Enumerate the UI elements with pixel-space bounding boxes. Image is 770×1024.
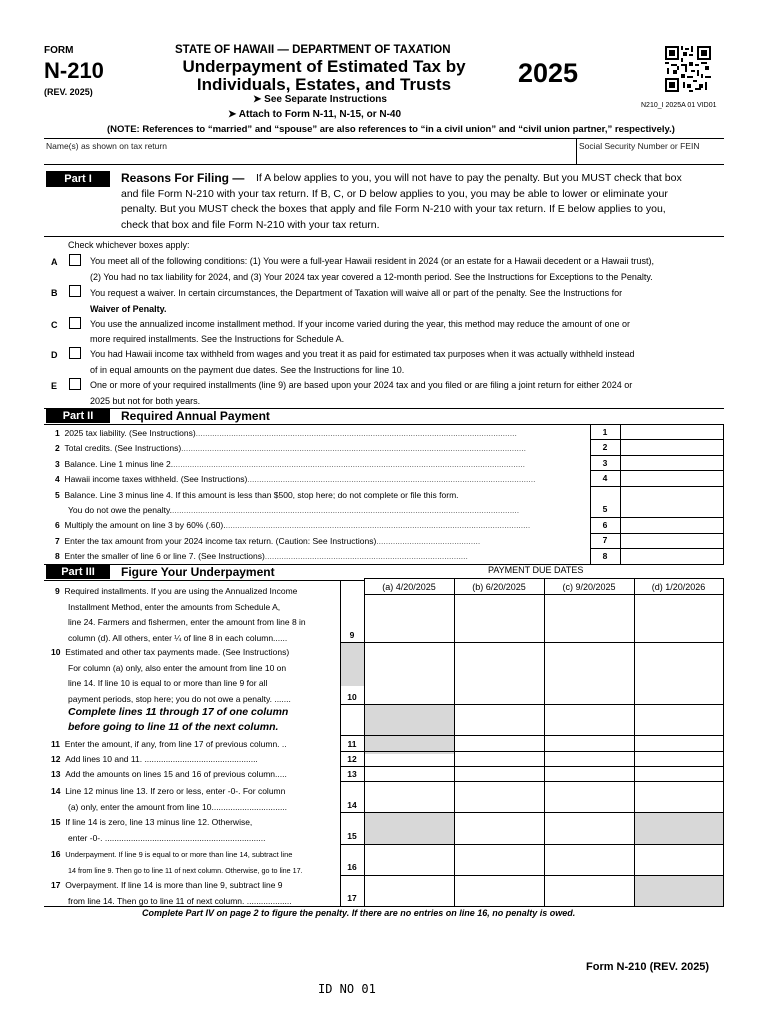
box-number: 5 [602, 504, 608, 514]
box-number: 15 [347, 831, 357, 841]
rule [723, 578, 724, 906]
box-b-letter: B [51, 288, 58, 298]
tax-year: 2025 [518, 58, 579, 88]
line-1-amount[interactable] [622, 425, 722, 438]
line-7: 7 Enter the tax amount from your 2024 income tax return. (Caution: See Instructions)............................................ [55, 536, 481, 546]
line-13: 13 Add the amounts on lines 15 and 16 of previous column..... [51, 769, 287, 779]
line-10-col-c[interactable] [546, 644, 633, 703]
line-6-amount[interactable] [622, 519, 722, 532]
rule [44, 580, 364, 581]
checkbox-d[interactable] [69, 347, 81, 359]
rule [590, 439, 724, 440]
name-field[interactable] [46, 151, 572, 163]
rule [454, 578, 455, 906]
box-number: 7 [602, 535, 608, 545]
rule [340, 766, 724, 767]
attach-instructions: ➤ Attach to Form N-11, N-15, or N-40 [228, 109, 402, 120]
part2-amount-grid [590, 424, 724, 564]
shaded-cell [341, 642, 364, 686]
rule [44, 138, 724, 139]
id-number: ID NO 01 [318, 982, 376, 996]
box-a-letter: A [51, 257, 58, 267]
box-d-letter: D [51, 350, 58, 360]
line-4-amount[interactable] [622, 472, 722, 485]
column-d-header: (d) 1/20/2026 [651, 582, 706, 592]
form-number: N-210 [44, 58, 104, 83]
rule [620, 424, 621, 564]
line-9-col-c[interactable] [546, 596, 633, 641]
line-10: 10 Estimated and other tax payments made. (See Instructions) For column (a) only, also enter the amount from line 10 on line 14. If line 10 is equal to or more than line 9 for all payment periods, stop here; you do not owe a penalty. ....... [51, 647, 291, 704]
agency-name: STATE OF HAWAII — DEPARTMENT OF TAXATION [175, 44, 451, 56]
rule [340, 875, 724, 876]
footer-form-rev: Form N-210 (REV. 2025) [586, 961, 710, 973]
rule [340, 704, 724, 705]
rule [590, 533, 724, 534]
checkbox-a[interactable] [69, 254, 81, 266]
checkbox-e[interactable] [69, 378, 81, 390]
shaded-cell [635, 812, 723, 845]
rule [634, 578, 635, 906]
shaded-cell [365, 704, 454, 754]
line-7-amount[interactable] [622, 535, 722, 547]
box-e-text: One or more of your required installments (line 9) are based upon your 2024 tax and you filed or are filing a joint return for either 2024 or [90, 380, 633, 390]
part1-intro: If A below applies to you, you will not have to pay the penalty. But you MUST check that box and file Form N-210 with your tax return. If B, C, or D below applies to you, you may be able to lower or eliminate your penalty. But you MUST check the boxes that apply and file Form N-210 with your tax return. If E below applies to you, check that box and file Form N-210 with your tax return. [121, 172, 682, 231]
rule [44, 236, 724, 237]
part1-tag: Part I [46, 171, 110, 187]
box-c-text: more required installments. See the Instructions for Schedule A. [90, 334, 345, 344]
line-5-amount[interactable] [622, 488, 722, 516]
rule [590, 486, 724, 487]
check-boxes-label: Check whichever boxes apply: [68, 240, 190, 250]
part2-tag: Part II [46, 409, 110, 423]
rule [544, 578, 545, 906]
ssn-field-label: Social Security Number or FEIN [579, 141, 700, 151]
box-number: 6 [602, 520, 608, 530]
rule [576, 138, 577, 164]
line-17: 17 Overpayment. If line 14 is more than line 9, subtract line 9 from line 14. Then go to line 11 of next column. ................... [51, 880, 292, 906]
qr-code-icon [665, 46, 711, 92]
box-c-letter: C [51, 320, 58, 330]
line-15: 15 If line 14 is zero, line 13 minus line 12. Otherwise, enter -0-. .................................................................... [51, 817, 266, 843]
line-2-amount[interactable] [622, 441, 722, 454]
line-10-col-b[interactable] [456, 644, 543, 703]
payment-due-dates-label: PAYMENT DUE DATES [488, 565, 584, 575]
column-c-header: (c) 9/20/2025 [562, 582, 616, 592]
box-e-letter: E [51, 381, 58, 391]
line-5: 5 Balance. Line 3 minus line 4. If this amount is less than $500, stop here; do not complete or file this form. [55, 490, 459, 500]
box-number: 11 [347, 739, 357, 749]
part3-tag: Part III [46, 565, 110, 579]
form-label: FORM [44, 45, 74, 56]
rule [340, 642, 724, 643]
part4-note: Complete Part IV on page 2 to figure the penalty. If there are no entries on line 16, no penalty is owed. [142, 908, 576, 918]
part2-title: Required Annual Payment [121, 409, 270, 423]
line-10-col-d[interactable] [636, 644, 722, 703]
line-3: 3 Balance. Line 1 minus line 2...................................................................................................................................................... [55, 459, 526, 469]
box-number: 8 [602, 551, 608, 561]
line-2: 2 Total credits. (See Instructions).................................................................................................................................................. [55, 443, 526, 453]
ssn-field[interactable] [579, 151, 722, 163]
box-a-text: You meet all of the following conditions: (1) You were a full-year Hawaii resident in 2024 (or an estate for a Hawaii decedent or a Hawaii trust), [90, 256, 654, 266]
box-number: 10 [347, 692, 357, 702]
line-8: 8 Enter the smaller of line 6 or line 7. (See Instructions)...................................................................................... [55, 551, 468, 561]
checkbox-c[interactable] [69, 317, 81, 329]
box-number: 17 [347, 893, 357, 903]
rule [590, 548, 724, 549]
line-11: 11 Enter the amount, if any, from line 17 of previous column. .. [51, 739, 287, 749]
box-number: 4 [602, 473, 608, 483]
line-3-amount[interactable] [622, 457, 722, 469]
line-9-col-a[interactable] [366, 596, 453, 641]
line-9: 9 Required installments. If you are using the Annualized Income Installment Method, enter the amounts from Schedule A, line 24. Farmers and fishermen, enter the amount from line 8 in column (d). All others, enter ¼ of line 8 in each column...... [55, 586, 306, 643]
line-9-col-d[interactable] [636, 596, 722, 641]
box-e-text: 2025 but not for both years. [90, 396, 201, 406]
box-number: 1 [602, 427, 608, 437]
line-9-col-b[interactable] [456, 596, 543, 641]
checkbox-b[interactable] [69, 285, 81, 297]
column-b-header: (b) 6/20/2025 [472, 582, 526, 592]
rule [340, 781, 724, 782]
rule [340, 844, 724, 845]
rule [44, 164, 724, 165]
box-c-text: You use the annualized income installment method. If your income varied during the year, this method may reduce the amount of one or [90, 319, 630, 329]
line-14: 14 Line 12 minus line 13. If zero or less, enter -0-. For column (a) only, enter the amount from line 10................................ [51, 786, 288, 812]
box-d-text: of in equal amounts on the payment due dates. See the Instructions for line 10. [90, 365, 405, 375]
rule [590, 455, 724, 456]
rule [723, 424, 724, 564]
box-number: 9 [349, 630, 355, 640]
line-12: 12 Add lines 10 and 11. ................................................ [51, 754, 258, 764]
part3-title: Figure Your Underpayment [121, 565, 275, 579]
box-b-text: You request a waiver. In certain circumstances, the Department of Taxation will waive all or part of the penalty. See the Instructions for [90, 288, 623, 298]
line-1: 1 2025 tax liability. (See Instructions)........................................................................................................................................ [55, 428, 517, 438]
see-instructions: ➤ See Separate Instructions [253, 94, 387, 105]
complete-lines-note: Complete lines 11 through 17 of one column before going to line 11 of the next column. [68, 706, 289, 733]
column-a-header: (a) 4/20/2025 [382, 582, 436, 592]
box-number: 2 [602, 442, 608, 452]
form-code: N210_I 2025A 01 VID01 [641, 102, 717, 109]
civil-union-note: (NOTE: References to “married” and “spouse” are also references to “in a civil union” and “civil union partner,” respectively.) [107, 124, 675, 135]
line-16: 16 Underpayment. If line 9 is equal to or more than line 14, subtract line 14 from line 9. Then go to line 11 of next column. Otherwise, go to line 17. [51, 849, 303, 875]
box-b-text: Waiver of Penalty. [90, 304, 167, 314]
rule [340, 812, 724, 813]
line-4: 4 Hawaii income taxes withheld. (See Instructions).......................................................................................................................... [55, 474, 536, 484]
line-10-col-a[interactable] [366, 644, 453, 703]
box-number: 12 [347, 754, 357, 764]
part1-title: Reasons For Filing — [121, 171, 245, 185]
box-number: 3 [602, 458, 608, 468]
rule [340, 735, 724, 736]
form-title: Underpayment of Estimated Tax by Individuals, Estates, and Trusts [182, 57, 466, 94]
box-a-text: (2) You had no tax liability for 2024, and (3) Your 2024 tax year covered a 12-month period. See the Instructions for Exceptions to the Penalty. [90, 272, 653, 282]
rule [340, 751, 724, 752]
box-number: 16 [347, 862, 357, 872]
box-number: 14 [347, 800, 357, 810]
name-field-label: Name(s) as shown on tax return [46, 141, 167, 151]
shaded-cell [635, 875, 723, 906]
line-8-amount[interactable] [622, 550, 722, 563]
line-6: 6 Multiply the amount on line 3 by 60% (.60).................................................................................................................................. [55, 520, 531, 530]
form-revision: (REV. 2025) [44, 87, 93, 97]
rule [590, 470, 724, 471]
shaded-cell [365, 812, 454, 845]
line-5-cont: You do not owe the penalty.................................................................................................................................................... [68, 505, 520, 515]
box-number: 13 [347, 769, 357, 779]
box-d-text: You had Hawaii income tax withheld from wages and you treat it as paid for estimated tax purposes when it was actually withheld instead [90, 349, 635, 359]
rule [590, 517, 724, 518]
